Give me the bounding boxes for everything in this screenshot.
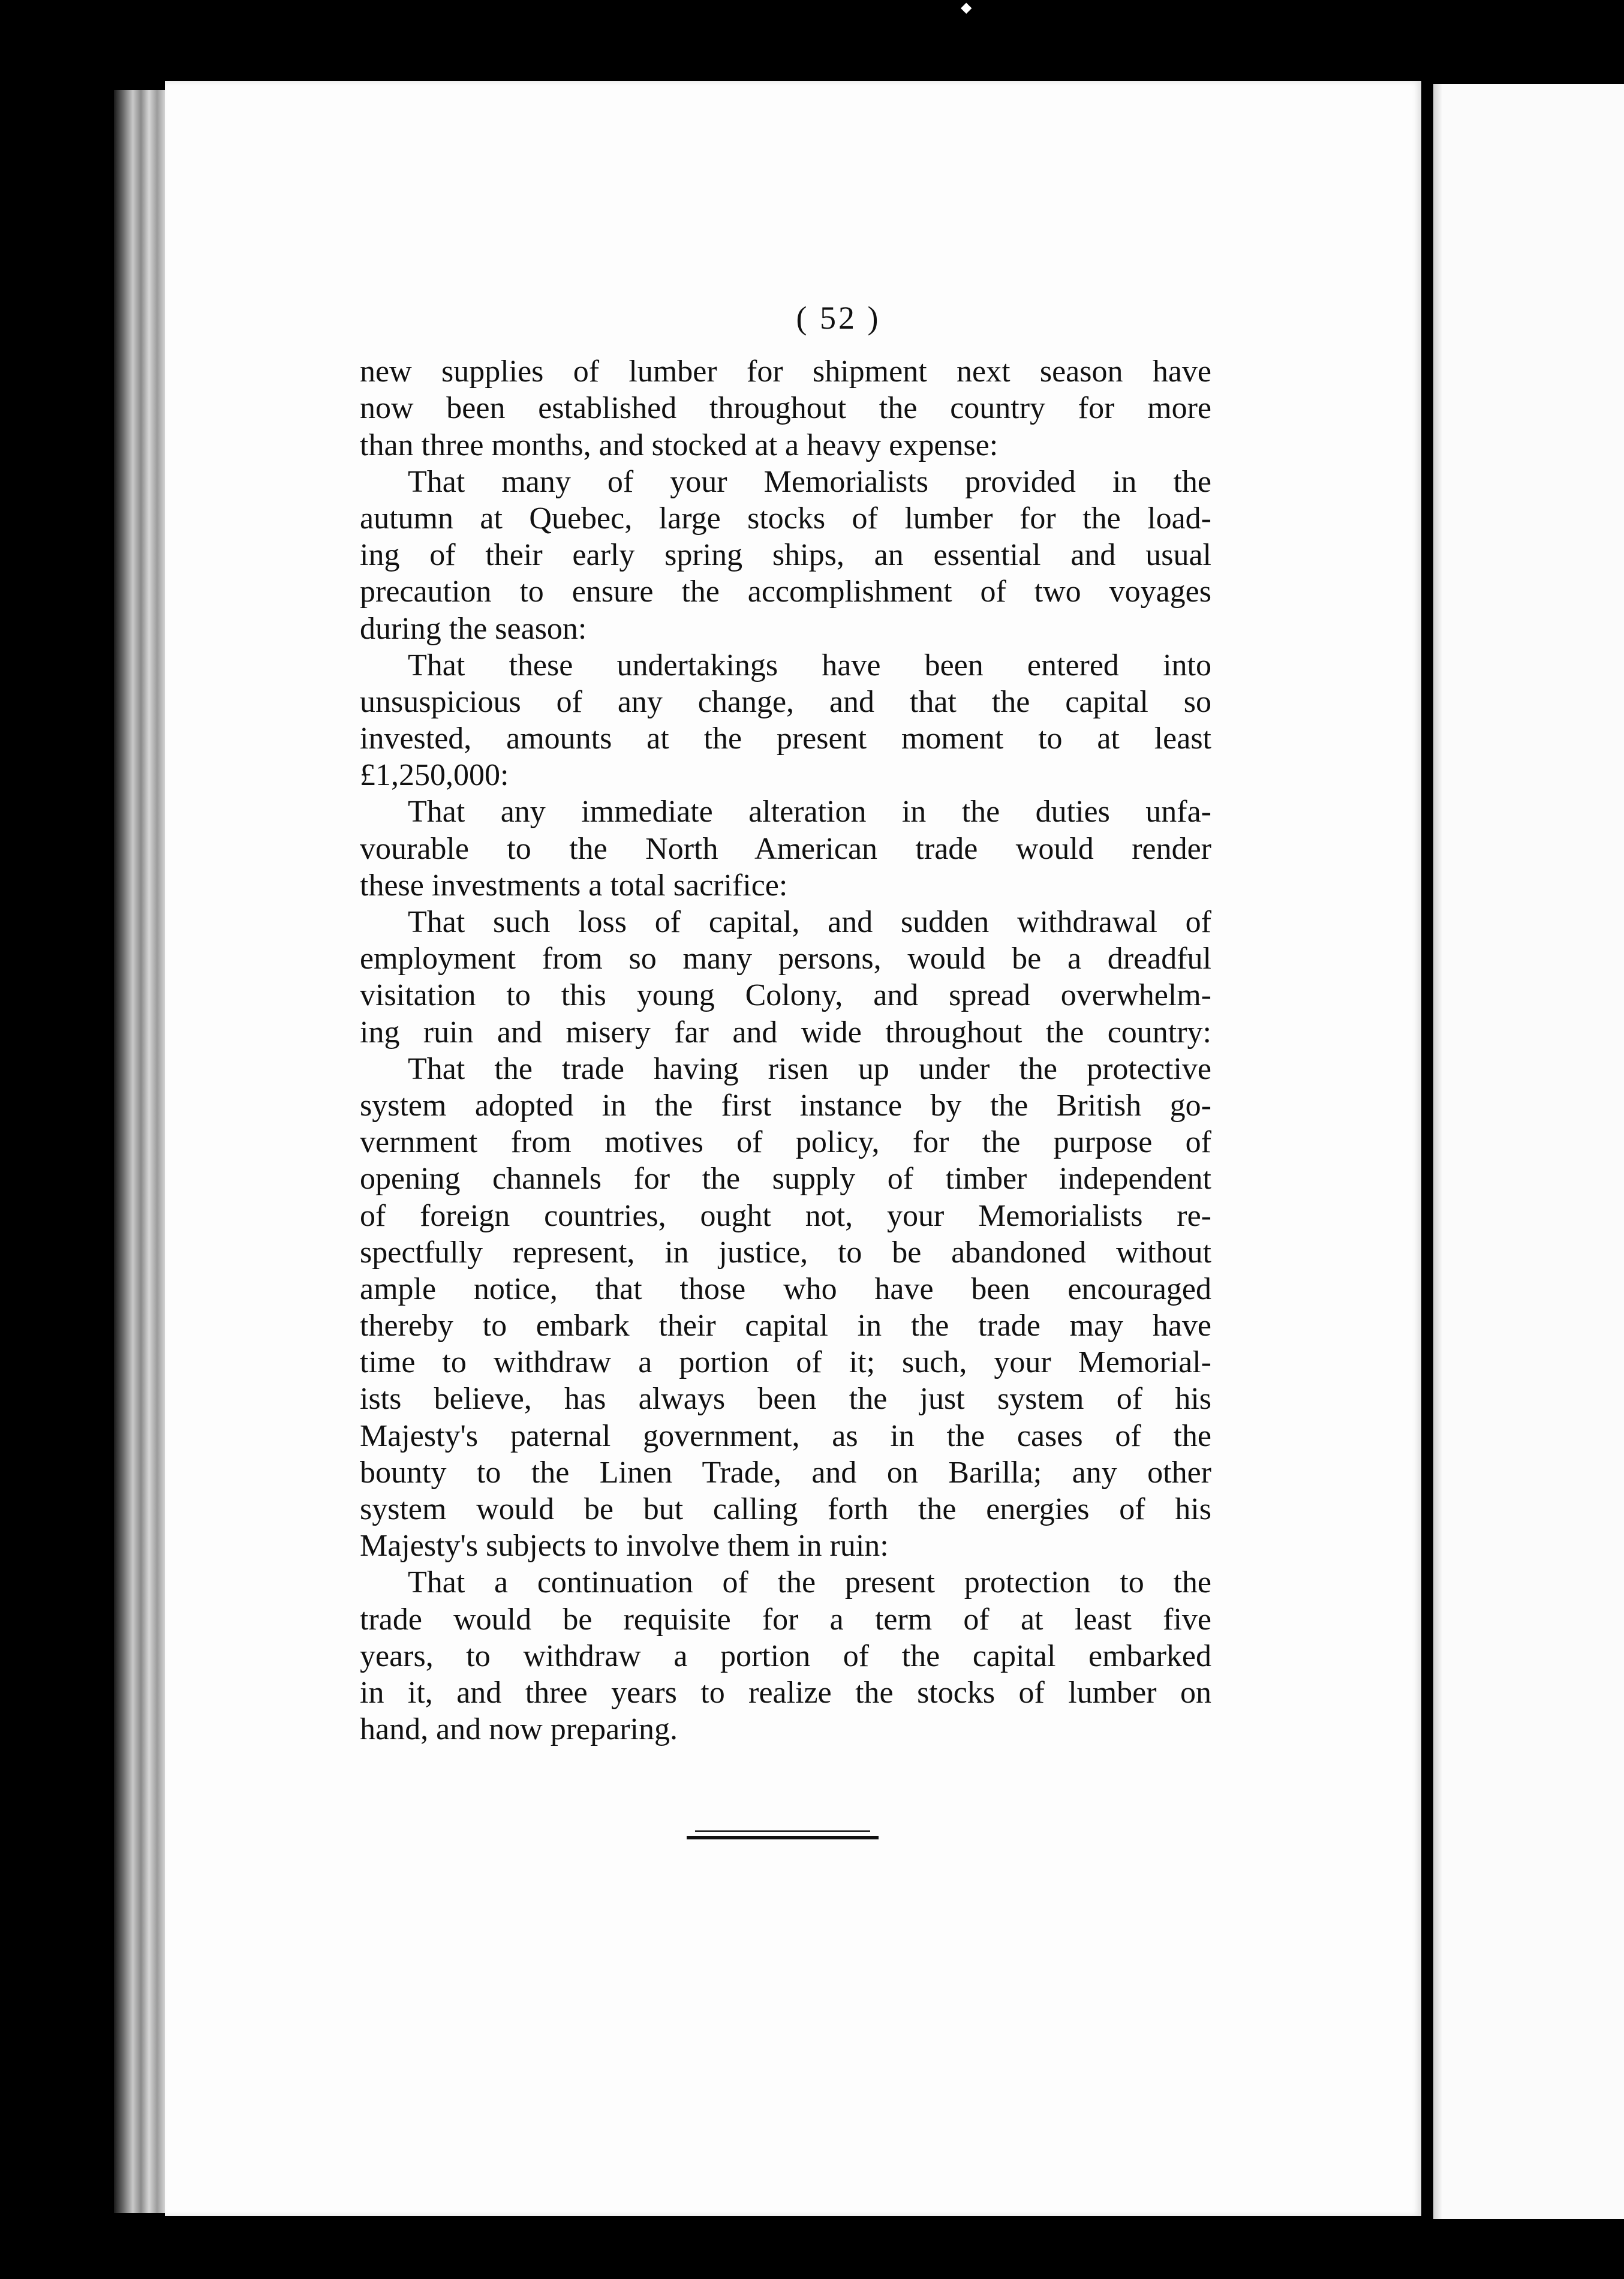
text-line: visitation to this young Colony, and spread overwhelm- <box>360 978 1211 1013</box>
page-gutter <box>1421 78 1433 2219</box>
text-line: ists believe, has always been the just system of his <box>360 1382 1211 1417</box>
text-line: trade would be requisite for a term of at least five <box>360 1602 1211 1637</box>
paragraph-start-line: That the trade having risen up under the protective <box>408 1051 1211 1086</box>
text-line: years, to withdraw a portion of the capital embarked <box>360 1638 1211 1673</box>
text-line: vernment from motives of policy, for the purpose of <box>360 1125 1211 1160</box>
text-line: system would be but calling forth the energies of his <box>360 1492 1211 1527</box>
paragraph-start-line: That many of your Memorialists provided in the <box>408 464 1211 499</box>
paragraph-start-line: That any immediate alteration in the duties unfa- <box>408 795 1211 829</box>
page-binding-edge <box>114 90 168 2213</box>
rule-thick-line <box>687 1836 879 1839</box>
text-line: thereby to embark their capital in the trade may have <box>360 1309 1211 1343</box>
text-line: ample notice, that those who have been encouraged <box>360 1271 1211 1306</box>
text-line: opening channels for the supply of timber independent <box>360 1162 1211 1196</box>
text-line: precaution to ensure the accomplishment of two voyages <box>360 575 1211 609</box>
text-line: system adopted in the first instance by the British go- <box>360 1088 1211 1123</box>
text-line: these investments a total sacrifice: <box>360 868 788 903</box>
text-line: hand, and now preparing. <box>360 1712 678 1747</box>
text-line: in it, and three years to realize the stocks of lumber on <box>360 1675 1211 1710</box>
text-line: of foreign countries, ought not, your Memorialists re- <box>360 1198 1211 1233</box>
facing-page-edge <box>1433 84 1624 2219</box>
text-line: Majesty's paternal government, as in the cases of the <box>360 1418 1211 1453</box>
facing-page-shadow <box>1433 84 1442 2219</box>
text-line: now been established throughout the country for more <box>360 391 1211 426</box>
text-line: during the season: <box>360 611 587 646</box>
text-line: than three months, and stocked at a heavy expense: <box>360 428 999 462</box>
rule-thin-line <box>695 1830 870 1832</box>
text-line: invested, amounts at the present moment to at least <box>360 721 1211 756</box>
paragraph-start-line: That such loss of capital, and sudden withdrawal of <box>408 905 1211 940</box>
text-line: ing of their early spring ships, an essential and usual <box>360 538 1211 573</box>
paragraph-start-line: That a continuation of the present protection to the <box>408 1565 1211 1600</box>
scan-artifact-icon: ◆ <box>961 0 972 16</box>
text-line: autumn at Quebec, large stocks of lumber for the load- <box>360 501 1211 536</box>
text-line: vourable to the North American trade would render <box>360 831 1211 866</box>
text-line: new supplies of lumber for shipment next season have <box>360 354 1211 389</box>
text-line: time to withdraw a portion of it; such, your Memorial- <box>360 1345 1211 1380</box>
text-line: Majesty's subjects to involve them in ruin: <box>360 1529 889 1564</box>
page-number: ( 52 ) <box>796 300 881 336</box>
section-end-rule <box>687 1830 879 1840</box>
paragraph-start-line: That these undertakings have been entered into <box>408 648 1211 683</box>
text-line: employment from so many persons, would be a dreadful <box>360 942 1211 976</box>
text-line: ing ruin and misery far and wide throughout the country: <box>360 1015 1211 1050</box>
text-line: £1,250,000: <box>360 758 509 793</box>
text-line: bounty to the Linen Trade, and on Barilla; any other <box>360 1455 1211 1490</box>
text-line: unsuspicious of any change, and that the capital so <box>360 684 1211 719</box>
page-text-block <box>360 300 1211 1748</box>
text-line: spectfully represent, in justice, to be abandoned without <box>360 1235 1211 1270</box>
